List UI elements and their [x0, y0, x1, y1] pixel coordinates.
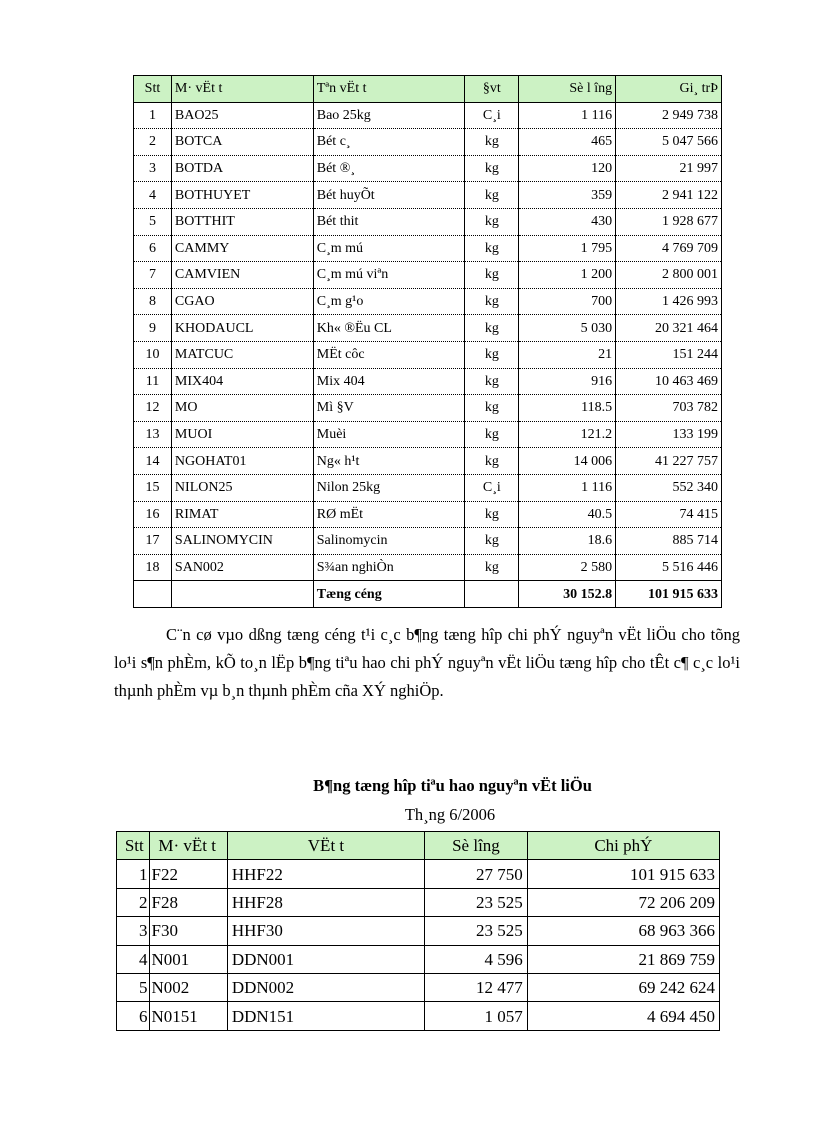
cell-unit: kg: [465, 528, 519, 555]
cell-material-name: Nilon 25kg: [313, 474, 465, 501]
table-row: [134, 262, 722, 289]
table-header-row: [134, 76, 722, 103]
body-paragraph: C¨n cø vµo dßng tæng céng t¹i c¸c b¶ng tæng hîp chi phÝ nguyªn vËt liÖu cho tõng lo¹i s¶n phÈm, kÕ to¸n lËp b¶ng tiªu hao chi phÝ nguyªn vËt liÖu tæng hîp cho tÊt c¶ c¸c lo¹i thµnh phÈm vµ b¸n thµnh phÈm cña XÝ nghiÖp.: [114, 625, 740, 700]
cell-material-name: C¸m mú: [313, 235, 465, 262]
cell-material-name: C¸m mú viªn: [313, 262, 465, 289]
cell-cost: 4 694 450: [527, 1002, 719, 1030]
cell-material-code: BOTDA: [171, 155, 313, 182]
cell-quantity: 1 795: [519, 235, 616, 262]
cell-stt: 5: [117, 973, 150, 1001]
cell-quantity: 18.6: [519, 528, 616, 555]
summary-table-title: B¶ng tæng hîp tiªu hao nguyªn vËt liÖu: [313, 776, 592, 795]
cell-material: HHF22: [227, 860, 424, 888]
cell-stt: 5: [134, 208, 172, 235]
cell-material-name: Kh« ®Ëu CL: [313, 315, 465, 342]
cell-unit: kg: [465, 368, 519, 395]
cell-quantity: 700: [519, 288, 616, 315]
cell-stt: 3: [134, 155, 172, 182]
cell-quantity: 359: [519, 182, 616, 209]
cell-value: 552 340: [616, 474, 722, 501]
cell-quantity: 118.5: [519, 395, 616, 422]
table-row: [134, 341, 722, 368]
cell-material-name: Muèi: [313, 421, 465, 448]
cell-material-name: Bét huyÕt: [313, 182, 465, 209]
cell-quantity: 916: [519, 368, 616, 395]
header-material-code: M· vËt t: [149, 832, 227, 860]
header-quantity: Sè l îng: [519, 76, 616, 103]
cell-material-code: SAN002: [171, 554, 313, 581]
cell-value: 133 199: [616, 421, 722, 448]
cell-material-code: CGAO: [171, 288, 313, 315]
cell-material-name: RØ mËt: [313, 501, 465, 528]
header-unit: §vt: [465, 76, 519, 103]
cell-unit: kg: [465, 262, 519, 289]
cell-material-code: F30: [149, 917, 227, 945]
cell-material-code: KHODAUCL: [171, 315, 313, 342]
summary-table-subtitle: Th¸ng 6/2006: [404, 805, 496, 824]
cell-value: 5 047 566: [616, 129, 722, 156]
cell-stt: 15: [134, 474, 172, 501]
cell-material-code: NGOHAT01: [171, 448, 313, 475]
cell-stt: 16: [134, 501, 172, 528]
header-stt: Stt: [134, 76, 172, 103]
total-label: Tæng céng: [313, 581, 465, 608]
cell-material-name: Mì §V: [313, 395, 465, 422]
cell-value: 20 321 464: [616, 315, 722, 342]
table-row: [117, 945, 720, 973]
table-row: [134, 288, 722, 315]
cell-unit: kg: [465, 315, 519, 342]
cell-quantity: 120: [519, 155, 616, 182]
cell-cost: 68 963 366: [527, 917, 719, 945]
cell-value: 5 516 446: [616, 554, 722, 581]
cell-quantity: 5 030: [519, 315, 616, 342]
cell-material-code: RIMAT: [171, 501, 313, 528]
cell-material-code: F22: [149, 860, 227, 888]
cell-unit: kg: [465, 208, 519, 235]
cell-value: 151 244: [616, 341, 722, 368]
table-row: [117, 888, 720, 916]
cell-stt: 2: [117, 888, 150, 916]
cell-material-code: SALINOMYCIN: [171, 528, 313, 555]
cell-material-code: N0151: [149, 1002, 227, 1030]
cell-unit: kg: [465, 341, 519, 368]
cell-material-name: S¾an nghiÒn: [313, 554, 465, 581]
table-row: [134, 155, 722, 182]
header-material: VËt t: [227, 832, 424, 860]
cell-stt: 13: [134, 421, 172, 448]
cell-stt: 7: [134, 262, 172, 289]
cell-unit: kg: [465, 554, 519, 581]
cell-stt: 6: [117, 1002, 150, 1030]
cell-quantity: 465: [519, 129, 616, 156]
cell-cost: 72 206 209: [527, 888, 719, 916]
table-row: [134, 182, 722, 209]
cell-unit: C¸i: [465, 102, 519, 129]
cell-quantity: 4 596: [425, 945, 528, 973]
cell-value: 703 782: [616, 395, 722, 422]
cell-cost: 69 242 624: [527, 973, 719, 1001]
header-material-code: M· vËt t: [171, 76, 313, 103]
cell-quantity: 2 580: [519, 554, 616, 581]
cell-material-code: BOTTHIT: [171, 208, 313, 235]
cell-material-code: MATCUC: [171, 341, 313, 368]
cell-stt: 6: [134, 235, 172, 262]
cell-material-name: Bét thit: [313, 208, 465, 235]
cell-unit: kg: [465, 155, 519, 182]
table-row: [117, 1002, 720, 1030]
cell-quantity: 430: [519, 208, 616, 235]
table-row: [134, 448, 722, 475]
cell-material-name: Bét c¸: [313, 129, 465, 156]
total-empty-cell: [134, 581, 172, 608]
cell-value: 41 227 757: [616, 448, 722, 475]
cell-material: DDN001: [227, 945, 424, 973]
cell-quantity: 1 057: [425, 1002, 528, 1030]
cell-unit: kg: [465, 235, 519, 262]
cell-unit: kg: [465, 129, 519, 156]
table-row: [134, 528, 722, 555]
cell-quantity: 23 525: [425, 917, 528, 945]
cell-quantity: 121.2: [519, 421, 616, 448]
table-row: [117, 973, 720, 1001]
cell-value: 2 949 738: [616, 102, 722, 129]
cell-stt: 2: [134, 129, 172, 156]
cell-material-code: BAO25: [171, 102, 313, 129]
table-row: [134, 315, 722, 342]
cell-material-code: NILON25: [171, 474, 313, 501]
table-row: [134, 395, 722, 422]
cell-stt: 3: [117, 917, 150, 945]
cell-unit: kg: [465, 501, 519, 528]
cell-material-code: CAMMY: [171, 235, 313, 262]
table-row: [134, 129, 722, 156]
cell-value: 10 463 469: [616, 368, 722, 395]
cell-quantity: 1 200: [519, 262, 616, 289]
cell-unit: kg: [465, 448, 519, 475]
cell-material-name: Ng« h¹t: [313, 448, 465, 475]
cell-quantity: 1 116: [519, 102, 616, 129]
cell-stt: 18: [134, 554, 172, 581]
cell-quantity: 40.5: [519, 501, 616, 528]
consumption-summary-table: [116, 831, 720, 1031]
table-row: [134, 501, 722, 528]
total-row: [134, 581, 722, 608]
header-material-name: Tªn vËt t: [313, 76, 465, 103]
cell-cost: 21 869 759: [527, 945, 719, 973]
cell-material-code: BOTHUYET: [171, 182, 313, 209]
cell-material-code: MUOI: [171, 421, 313, 448]
cell-stt: 14: [134, 448, 172, 475]
cell-value: 4 769 709: [616, 235, 722, 262]
cell-stt: 12: [134, 395, 172, 422]
header-stt: Stt: [117, 832, 150, 860]
cell-value: 1 426 993: [616, 288, 722, 315]
cell-material: HHF28: [227, 888, 424, 916]
table-row: [134, 208, 722, 235]
table-row: [134, 421, 722, 448]
cell-value: 1 928 677: [616, 208, 722, 235]
cell-material-name: MËt côc: [313, 341, 465, 368]
cell-stt: 1: [134, 102, 172, 129]
table-row: [117, 917, 720, 945]
cell-stt: 1: [117, 860, 150, 888]
cell-stt: 4: [117, 945, 150, 973]
cell-stt: 8: [134, 288, 172, 315]
total-empty-cell: [465, 581, 519, 608]
cell-value: 74 415: [616, 501, 722, 528]
cell-stt: 10: [134, 341, 172, 368]
header-quantity: Sè lîng: [425, 832, 528, 860]
cell-stt: 9: [134, 315, 172, 342]
cell-material: DDN002: [227, 973, 424, 1001]
cell-value: 2 800 001: [616, 262, 722, 289]
cell-unit: kg: [465, 421, 519, 448]
table-row: [134, 368, 722, 395]
material-cost-table: [133, 75, 722, 608]
cell-material-code: F28: [149, 888, 227, 916]
total-value: 101 915 633: [616, 581, 722, 608]
cell-quantity: 21: [519, 341, 616, 368]
cell-unit: kg: [465, 395, 519, 422]
cell-stt: 11: [134, 368, 172, 395]
table-row: [134, 235, 722, 262]
cell-material-name: Mix 404: [313, 368, 465, 395]
cell-material: HHF30: [227, 917, 424, 945]
cell-quantity: 1 116: [519, 474, 616, 501]
cell-material-code: N002: [149, 973, 227, 1001]
cell-material-name: C¸m g¹o: [313, 288, 465, 315]
header-value: Gi¸ trÞ: [616, 76, 722, 103]
table-row: [134, 554, 722, 581]
cell-material: DDN151: [227, 1002, 424, 1030]
cell-material-code: CAMVIEN: [171, 262, 313, 289]
cell-quantity: 27 750: [425, 860, 528, 888]
cell-value: 885 714: [616, 528, 722, 555]
cell-material-code: BOTCA: [171, 129, 313, 156]
cell-value: 2 941 122: [616, 182, 722, 209]
table-row: [134, 474, 722, 501]
cell-quantity: 14 006: [519, 448, 616, 475]
cell-material-code: MO: [171, 395, 313, 422]
cell-unit: C¸i: [465, 474, 519, 501]
cell-material-name: Bét ®¸: [313, 155, 465, 182]
cell-unit: kg: [465, 182, 519, 209]
table-row: [117, 860, 720, 888]
cell-unit: kg: [465, 288, 519, 315]
cell-material-code: N001: [149, 945, 227, 973]
cell-quantity: 23 525: [425, 888, 528, 916]
cell-quantity: 12 477: [425, 973, 528, 1001]
total-empty-cell: [171, 581, 313, 608]
header-cost: Chi phÝ: [527, 832, 719, 860]
cell-stt: 4: [134, 182, 172, 209]
cell-material-name: Salinomycin: [313, 528, 465, 555]
total-quantity: 30 152.8: [519, 581, 616, 608]
cell-cost: 101 915 633: [527, 860, 719, 888]
table-header-row: [117, 832, 720, 860]
cell-material-name: Bao 25kg: [313, 102, 465, 129]
cell-material-code: MIX404: [171, 368, 313, 395]
cell-stt: 17: [134, 528, 172, 555]
table-row: [134, 102, 722, 129]
cell-value: 21 997: [616, 155, 722, 182]
